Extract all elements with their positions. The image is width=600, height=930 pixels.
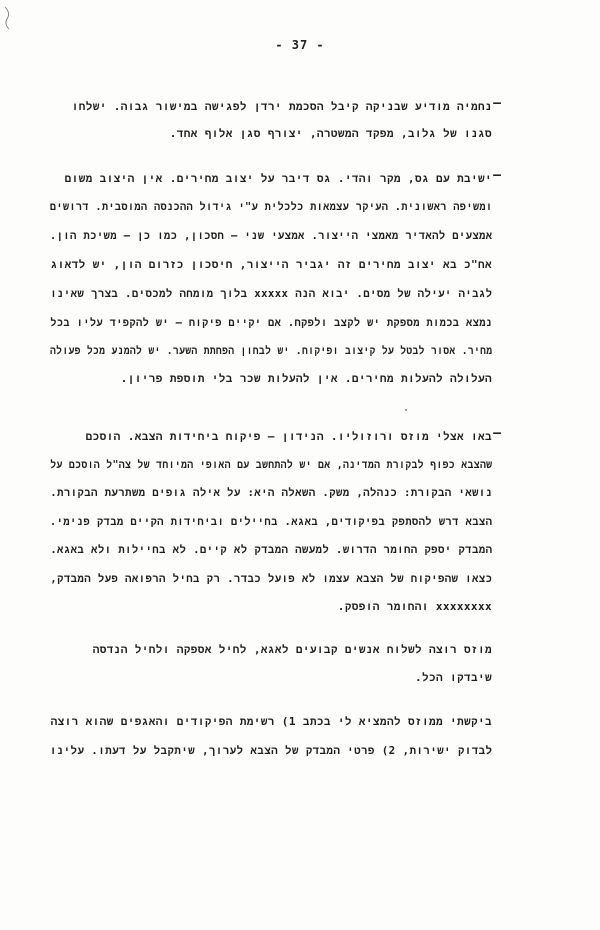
text-line: המבדק יספק החומר הדרוש. למעשה המבדק לא קיים. לא בחיילות ולא באגא. xyxy=(49,543,492,556)
bullet-dash: – xyxy=(493,168,501,183)
text-line: אח"כ בא יצוב מחירים זה יגביר הייצור, חיסכון כזרום הון, יש לדאוג xyxy=(50,258,492,271)
text-line: כצאו שהפיקוח של הצבא עצמו לא פועל כבדר. רק בחיל הרפואה פעל המבדק, xyxy=(49,572,492,585)
text-line: לבדוק ישירות, 2) פרטי המבדק של הצבא לערוך, שיתקבל על דעתו. עלינו xyxy=(49,744,492,757)
text-line: נמצא בכמות מספקת יש לקצב ולפקח. אם יקיים פיקוח – יש להקפיד עליו בכל xyxy=(49,316,492,329)
page-number: - 37 - xyxy=(275,38,325,52)
text-line: xxxxxxxx והחומר הופסק. xyxy=(337,600,492,613)
text-line: שהצבא כפוף לבקורת המדינה, אם יש להתחשב עם האופי המיוחד של צה"ל הוסכם על xyxy=(49,458,492,471)
text-line: נושאי הבקורת: כנהלה, משק. השאלה היא: על אילה גופים משתרעת הבקורת. xyxy=(49,486,492,499)
text-line: ישיבת עם גס, מקר והדי. גס דיבר על יצוב מחירים. אין היצוב משום xyxy=(64,172,492,185)
text-line: הצבא דרש להסתפק בפיקודים, באגא. בחיילים וביחידות הקיים מבדק פנימי. xyxy=(49,515,492,528)
text-line: לגביה יעילה של מסים. יבוא הנה xxxxx בלוך מומחה למכסים. בצרך שאינו xyxy=(49,287,492,300)
text-line: ומשיפה ראשונית. העיקר עצמאות כלכלית ע"י גידול ההכנסה המוסבית. דרושים xyxy=(49,200,492,213)
text-line: אמצעים להאדיר מאמצי הייצור. אמצעי שני – חסכון, כמו כן – משיכת הון. xyxy=(49,229,492,242)
margin-pen-mark xyxy=(2,4,16,32)
text-line: מחיר. אסור לבטל על קיצוב ופיקוח. יש לבחון הפחתת השער. יש להמנע מכל פעולה xyxy=(49,344,492,357)
paper-speck xyxy=(405,409,407,411)
text-line: ביקשתי ממוזס להמציא לי בכתב 1) רשימת הפיקודים והאגפים שהוא רוצה xyxy=(50,715,492,728)
text-line: שיבדקו הכל. xyxy=(414,671,492,684)
bullet-dash: – xyxy=(493,96,501,111)
text-line: סגנו של גלוב, מפקד המשטרה, יצורף סגן אלוף אחד. xyxy=(169,127,492,140)
bullet-dash: – xyxy=(493,426,501,441)
text-line: מוזס רוצה לשלוח אנשים קבועים לאגא, לחיל אספקה ולחיל הנדסה xyxy=(92,643,492,656)
text-line: נחמיה מודיע שבניקה קיבל הסכמת ירדן לפגישה במישור גבוה. ישלחו xyxy=(71,100,492,113)
text-line: העלולה להעלות מחירים. אין להעלות שכר בלי תוספת פריון. xyxy=(120,372,492,385)
text-line: באו אצלי מוזס ורוזוליו. הנידון – פיקוח ביחידות הצבא. הוסכם xyxy=(85,430,492,443)
